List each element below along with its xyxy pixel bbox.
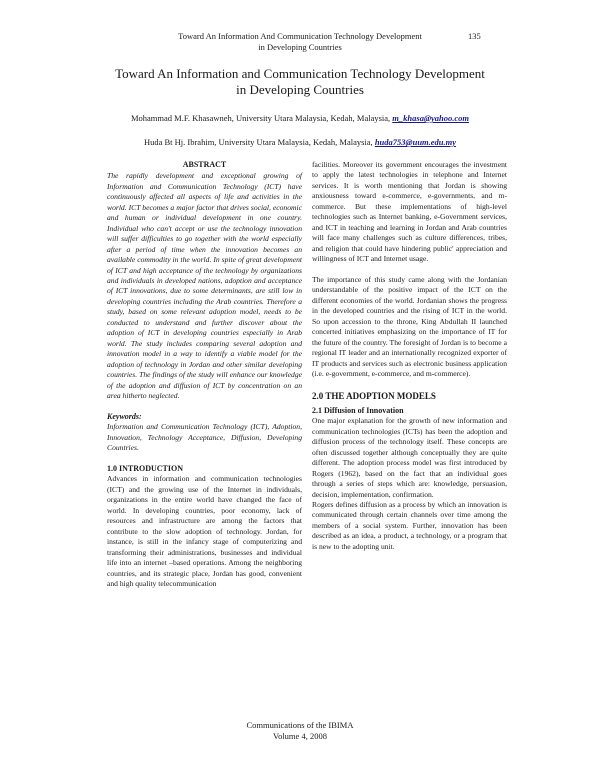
author-1-affiliation: Mohammad M.F. Khasawneh, University Utara Malaysia, Kedah, Malaysia, [130,113,391,123]
footer-journal: Communications of the IBIMA [246,720,354,730]
section-2-heading: 2.0 THE ADOPTION MODELS [312,391,436,402]
right-column [312,160,507,552]
paper-title [80,66,520,98]
running-head-line1: Toward An Information And Communication Technology Development [178,31,422,41]
paper-title-line2: in Developing Countries [236,82,364,97]
right-paragraph-2: The importance of this study came along with the Jordanian understandable of the positive impact of the ICT on the different economies of the world. Jordanian shows the progress in the developed countries and the rising of ICT in the world. So upon accession to the throne, King Abdullah II launched concerted initiatives emphasizing on the importance of IT for the future of the country. The foresight of Jordan is to become a regional IT leader and an internationally recognized exporter of IT products and services such as electronic business application (i.e. e-government, e-commerce, and m-commerce). [312,274,507,378]
keywords-body: Information and Communication Technology (ICT), Adoption, Innovation, Technology Acceptance, Diffusion, Developing Countries. [107,422,302,453]
introduction-body: Advances in information and communication technologies (ICT) and the growing use of the Internet in individuals, organizations in the entire world have changed the face of world. In developing countries, poor economy, lack of resources and infrastructure are among the factors that contribute to the slow adoption of technology. Jordan, for instance, is still in the infancy stage of computerizing and transforming their administrations, businesses and individual life into an internet –based operations. Among the neighboring countries, and its strategic place, Jordan has good, convenient and high quality telecommunication [107,474,302,588]
footer-volume: Volume 4, 2008 [273,731,327,741]
abstract-body: The rapidly development and exceptional growing of Information and Communication Technology (ICT) have continuously affected all aspects of life and activities in the world. ICT becomes a major factor that drives social, economic and human or individual development in one country. Individual who can't accept or use the technology innovation will suffer difficulties to go together with the world especially after a period of time when the innovation becomes an available commodity in the world. In spite of great development of ICT and high acceptance of the technology by organizations and individuals in developed nations, adoption and acceptance of ICT innovations, due to some determinants, are still low in developing countries including the Arab countries. Therefore a study, based on some relevant adoption model, needs to be conducted to understand and further discover about the adoption of ICT in developing countries especially in Arab world. The study includes comparing several adoption and innovation model in a way to identify a viable model for the adoption of technology in Jordan and other similar developing countries. The findings of the study will enhance our knowledge of the adoption and diffusion of ICT by concentration on an area hitherto neglected. [107,171,302,400]
author-1-email-link[interactable]: m_khasa@yahoo.com [392,113,470,123]
running-head-line2: in Developing Countries [258,42,342,52]
author-line-2 [90,137,510,148]
right-paragraph-3: One major explanation for the growth of new information and communication technologies (ICTs) has been the adoption and diffusion process of the technology itself. These concepts are often discussed together although conceptually they are quite different. The adoption process model was first introduced by Rogers (1962), based on the fact that an individual goes through a series of steps which are: knowledge, persuasion, decision, implementation, confirmation. [312,416,507,499]
footer [150,720,450,742]
right-paragraph-4: Rogers defines diffusion as a process by which an innovation is communicated through certain channels over time among the members of a social system. Further, innovation has been described as an idea, a product, a technology, or a program that is new to the adopting unit. [312,499,507,551]
running-head [150,31,450,53]
subsection-2-1-heading: 2.1 Diffusion of Innovation [312,405,404,415]
paper-title-line1: Toward An Information and Communication Technology Development [115,66,485,81]
abstract-heading: ABSTRACT [182,160,227,169]
left-column [107,160,302,589]
introduction-heading: 1.0 INTRODUCTION [107,464,184,474]
author-line-1 [90,113,510,124]
author-2-email-link[interactable]: huda753@uum.edu.my [374,137,457,147]
page-number: 135 [468,31,481,41]
right-paragraph-1: facilities. Moreover its government encourages the investment to apply the latest technologies in telephone and Internet services. It is worth mentioning that Jordan is showing anxiousness toward e-commerce, e-governments, and m-commerce. But these implementations of high-level technologies such as Internet banking, e-Government services, and ICT in teaching and learning in Jordan and Arab countries will face many challenges such as culture differences, tribes, and religion that could have hindering public' appreciation and willingness of ICT and Internet usage. [312,160,507,264]
author-2-affiliation: Huda Bt Hj. Ibrahim, University Utara Malaysia, Kedah, Malaysia, [143,137,373,147]
keywords-heading: Keywords: [107,411,142,421]
